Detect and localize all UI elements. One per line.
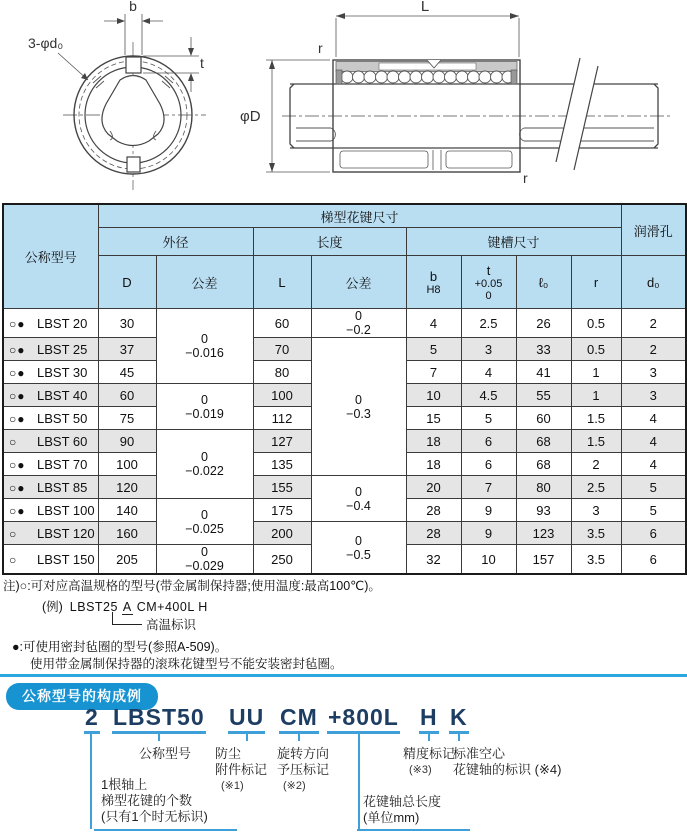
cell-b: 20 (406, 476, 461, 499)
cell-model (3, 430, 98, 453)
cell-D: 75 (98, 407, 156, 430)
dim-label-phiD: φD (240, 108, 261, 125)
cell-d0: 2 (621, 309, 686, 338)
cell-b: 7 (406, 361, 461, 384)
cell-b: 15 (406, 407, 461, 430)
cell-l0: 26 (516, 309, 571, 338)
model-part-code: 2 (84, 704, 100, 734)
row-marks: ○● (9, 457, 26, 472)
col-header-t (461, 256, 516, 309)
model-part-model-no (112, 704, 206, 741)
connector-line-length (358, 733, 360, 829)
section-title-badge: 公称型号的构成例 (6, 683, 158, 710)
cell-D: 90 (98, 430, 156, 453)
cell-L-tolerance: 0 −0.3 (311, 338, 406, 476)
row-marks: ○● (9, 503, 26, 518)
cell-l0: 93 (516, 499, 571, 522)
label-underline-left (94, 829, 237, 831)
b-symbol: b (429, 268, 438, 284)
row-model-number: LBST 120 (37, 525, 95, 541)
cell-b: 18 (406, 453, 461, 476)
cell-r: 2.5 (571, 476, 621, 499)
connector-tick (428, 734, 430, 741)
cell-b: 18 (406, 430, 461, 453)
row-model-number: LBST 150 (37, 551, 95, 567)
model-part-length (327, 704, 400, 734)
cell-d0: 5 (621, 476, 686, 499)
cell-r: 1 (571, 361, 621, 384)
table-row (3, 476, 686, 499)
dim-label-L: L (420, 0, 430, 15)
side-section-view (240, 0, 670, 186)
row-marks: ○ (9, 434, 18, 449)
cell-l0: 55 (516, 384, 571, 407)
cell-D-tolerance: 0 −0.022 (156, 430, 253, 499)
table-row (3, 309, 686, 338)
cell-d0: 3 (621, 361, 686, 384)
cell-t: 5 (461, 407, 516, 430)
label-spline-count: 1根轴上 梯型花键的个数 (只有1个时无标识) (101, 777, 208, 824)
cell-D: 140 (98, 499, 156, 522)
row-marks: ○ (9, 526, 18, 541)
cell-L: 155 (253, 476, 311, 499)
cell-b: 28 (406, 522, 461, 545)
cell-D: 45 (98, 361, 156, 384)
cell-r: 1.5 (571, 430, 621, 453)
col-group-spline-dims: 梯型花键尺寸 (98, 204, 621, 228)
col-header-b (406, 256, 461, 309)
model-part-dust-seal (228, 704, 265, 741)
cell-L: 70 (253, 338, 311, 361)
row-model-number: LBST 100 (37, 502, 95, 518)
model-part-code: UU (228, 704, 265, 734)
cell-l0: 60 (516, 407, 571, 430)
cell-r: 2 (571, 453, 621, 476)
example-callout: 高温标识 (146, 618, 197, 632)
dim-label-t: t (200, 55, 204, 71)
row-marks: ○● (9, 388, 26, 403)
cell-D: 205 (98, 545, 156, 575)
model-part-preload (279, 704, 319, 741)
cell-d0: 4 (621, 430, 686, 453)
cell-D: 100 (98, 453, 156, 476)
col-header-d0: d₀ (621, 256, 686, 309)
connector-tick (458, 734, 460, 741)
cell-model (3, 545, 98, 575)
cell-L: 250 (253, 545, 311, 575)
cell-t: 10 (461, 545, 516, 575)
row-model-number: LBST 50 (37, 410, 88, 426)
cell-r: 0.5 (571, 309, 621, 338)
col-header-D: D (98, 256, 156, 309)
cell-L: 135 (253, 453, 311, 476)
col-header-L: L (253, 256, 311, 309)
cell-l0: 33 (516, 338, 571, 361)
col-group-keyway: 键槽尺寸 (406, 228, 621, 256)
model-part-code: K (449, 704, 469, 734)
col-group-lube-hole: 润滑孔 (621, 204, 686, 256)
cell-r: 1 (571, 384, 621, 407)
cell-d0: 4 (621, 453, 686, 476)
label-accuracy: 精度标记 (※3) (403, 746, 456, 776)
table-row (3, 522, 686, 545)
example-code-mark: A (122, 600, 132, 614)
cell-b: 4 (406, 309, 461, 338)
cell-L: 100 (253, 384, 311, 407)
row-marks: ○● (9, 480, 26, 495)
row-model-number: LBST 20 (37, 315, 88, 331)
cell-d0: 5 (621, 499, 686, 522)
row-model-number: LBST 40 (37, 387, 88, 403)
note-seal-2: 使用带金属制保持器的滚珠花键型号不能安装密封毡圈。 (30, 657, 343, 671)
cell-l0: 157 (516, 545, 571, 575)
cell-d0: 6 (621, 545, 686, 575)
spec-table-body (3, 309, 686, 575)
row-marks: ○● (9, 411, 26, 426)
label-underline-mid (357, 829, 470, 831)
cell-L: 60 (253, 309, 311, 338)
cross-section-view (28, 0, 206, 190)
cell-model (3, 499, 98, 522)
cell-l0: 41 (516, 361, 571, 384)
cell-model (3, 476, 98, 499)
cell-d0: 3 (621, 384, 686, 407)
cell-d0: 6 (621, 522, 686, 545)
col-group-length: 长度 (253, 228, 406, 256)
cell-L: 127 (253, 430, 311, 453)
row-model-number: LBST 25 (37, 341, 88, 357)
cell-d0: 2 (621, 338, 686, 361)
cell-L-tolerance: 0 −0.4 (311, 476, 406, 522)
model-part-count (84, 704, 100, 734)
cell-r: 1.5 (571, 407, 621, 430)
t-tol-lower: 0 (485, 289, 492, 302)
example-code-post: CM+400L H (132, 600, 208, 614)
cell-D: 60 (98, 384, 156, 407)
cell-r: 0.5 (571, 338, 621, 361)
cell-L: 112 (253, 407, 311, 430)
cell-t: 4 (461, 361, 516, 384)
note-high-temp: 注)○:可对应高温规格的型号(带金属制保持器;使用温度:最高100℃)。 (3, 579, 381, 593)
cell-r: 3 (571, 499, 621, 522)
t-symbol: t (486, 262, 491, 278)
row-marks: ○ (9, 552, 18, 567)
t-tol-upper: +0.05 (474, 277, 503, 290)
model-part-code: +800L (327, 704, 400, 734)
label-shaft-length: 花键轴总长度 (单位mm) (363, 794, 442, 825)
cell-model (3, 522, 98, 545)
dim-label-b: b (129, 0, 137, 14)
dim-label-r-top: r (318, 40, 323, 56)
label-model-no: 公称型号 (139, 746, 192, 761)
connector-line-count (90, 733, 92, 829)
table-row (3, 338, 686, 361)
cell-D-tolerance: 0 −0.029 (156, 545, 253, 575)
label-preload: 旋转方向 予压标记 (※2) (277, 746, 330, 792)
cell-t: 6 (461, 430, 516, 453)
spec-table (2, 203, 687, 575)
col-header-l0: ℓ₀ (516, 256, 571, 309)
cell-model (3, 309, 98, 338)
cell-l0: 123 (516, 522, 571, 545)
cell-d0: 4 (621, 407, 686, 430)
col-group-outer-dia: 外径 (98, 228, 253, 256)
cell-model (3, 338, 98, 361)
example-code-pre: LBST25 (69, 600, 122, 614)
cell-l0: 68 (516, 430, 571, 453)
cell-r: 3.5 (571, 545, 621, 575)
connector-tick (246, 734, 248, 741)
cell-r: 3.5 (571, 522, 621, 545)
cell-t: 9 (461, 499, 516, 522)
row-marks: ○● (9, 365, 26, 380)
label-dust-seal: 防尘 附件标记 (※1) (215, 746, 268, 792)
cell-model (3, 384, 98, 407)
cell-D-tolerance: 0 −0.019 (156, 384, 253, 430)
cell-D-tolerance: 0 −0.025 (156, 499, 253, 545)
model-part-hollow (449, 704, 469, 741)
row-model-number: LBST 30 (37, 364, 88, 380)
row-model-number: LBST 70 (37, 456, 88, 472)
technical-drawing (0, 0, 687, 200)
cell-t: 3 (461, 338, 516, 361)
cell-D-tolerance: 0 −0.016 (156, 309, 253, 384)
cell-t: 6 (461, 453, 516, 476)
cell-b: 32 (406, 545, 461, 575)
cell-l0: 80 (516, 476, 571, 499)
cell-D: 120 (98, 476, 156, 499)
cell-t: 4.5 (461, 384, 516, 407)
row-marks: ○● (9, 316, 26, 331)
model-example-section (0, 676, 687, 834)
cell-model (3, 407, 98, 430)
row-marks: ○● (9, 342, 26, 357)
row-model-number: LBST 60 (37, 433, 88, 449)
cell-b: 28 (406, 499, 461, 522)
col-header-r: r (571, 256, 621, 309)
cell-L-tolerance: 0 −0.2 (311, 309, 406, 338)
cell-model (3, 361, 98, 384)
model-part-accuracy (419, 704, 439, 741)
cell-b: 10 (406, 384, 461, 407)
cell-b: 5 (406, 338, 461, 361)
example-callout-connector (112, 612, 142, 625)
cell-t: 2.5 (461, 309, 516, 338)
dim-label-r-bottom: r (523, 170, 528, 186)
model-part-code: LBST50 (112, 704, 206, 734)
col-header-L-tolerance: 公差 (311, 256, 406, 309)
cell-L: 200 (253, 522, 311, 545)
col-header-model: 公称型号 (3, 204, 98, 309)
cell-D: 160 (98, 522, 156, 545)
label-hollow: 标准空心 花键轴的标识 (※4) (453, 746, 562, 777)
col-header-D-tolerance: 公差 (156, 256, 253, 309)
model-part-code: H (419, 704, 439, 734)
connector-tick (158, 734, 160, 741)
cell-L: 80 (253, 361, 311, 384)
b-fit-class: H8 (426, 283, 441, 296)
cell-l0: 68 (516, 453, 571, 476)
cell-D: 30 (98, 309, 156, 338)
lube-holes-label: 3-φd₀ (28, 35, 64, 51)
row-model-number: LBST 85 (37, 479, 88, 495)
cell-t: 7 (461, 476, 516, 499)
cell-D: 37 (98, 338, 156, 361)
ball-row (341, 71, 514, 83)
example-label: (例) (42, 600, 63, 614)
cell-L-tolerance: 0 −0.5 (311, 522, 406, 575)
cell-model (3, 453, 98, 476)
connector-tick (298, 734, 300, 741)
model-part-code: CM (279, 704, 319, 734)
cell-t: 9 (461, 522, 516, 545)
note-seal: ●:可使用密封毡圈的型号(参照A-509)。 (12, 640, 228, 654)
cell-L: 175 (253, 499, 311, 522)
